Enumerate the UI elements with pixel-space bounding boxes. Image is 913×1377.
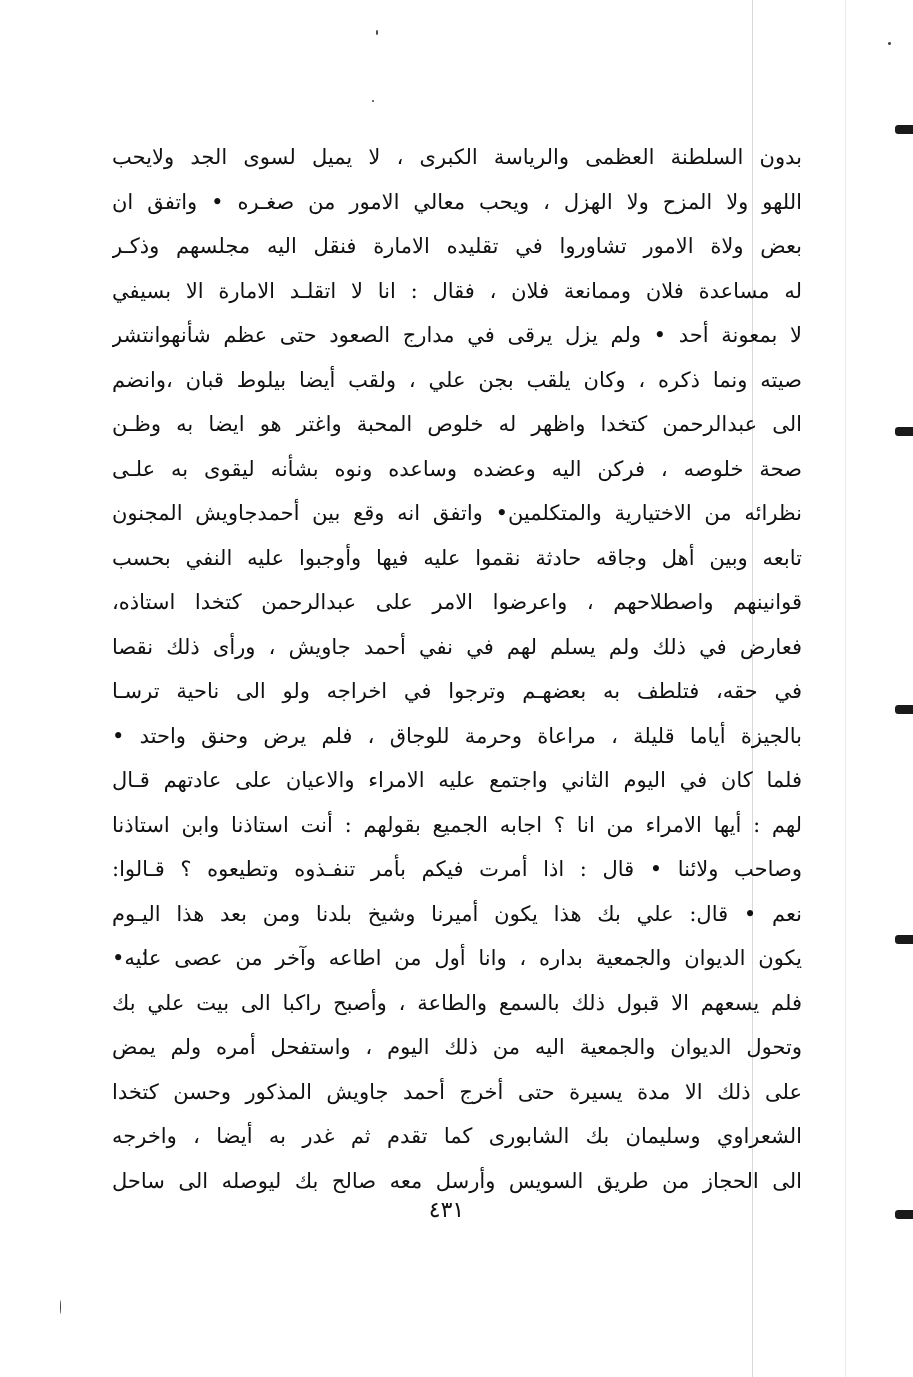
text-line: الشعراوي وسليمان بك الشابورى كما تقدم ثم غدر به أيضا ، واخرجه (112, 1124, 802, 1148)
binding-mark (895, 935, 913, 944)
text-line: فعارض في ذلك ولم يسلم لهم في نفي أحمد جاويش ، ورأى ذلك نقصا (112, 634, 802, 659)
text-line: في حقه، فتلطف به بعضهـم وترجوا في اخراجه ولو الى ناحية ترسـا (112, 679, 802, 703)
scan-speck (888, 42, 891, 45)
binding-mark (895, 705, 913, 714)
page-number: ٤٣١ (428, 1198, 465, 1223)
binding-mark (895, 125, 913, 134)
text-line: له مساعدة فلان وممانعة فلان ، فقال : انا لا اتقلـد الامارة الا بسيفي (112, 278, 802, 303)
scan-speck (372, 100, 374, 102)
text-line: بالجيزة أياما قليلة ، مراعاة وحرمة للوجاق ، فلم يرض وحنق واحتد • (112, 723, 802, 748)
text-line: وصاحب ولائنا • قال : اذا أمرت فيكم بأمر تنفـذوه وتطيعوه ؟ قـالوا: (112, 857, 802, 881)
text-line: فلما كان في اليوم الثاني واجتمع عليه الامراء والاعيان على عادتهم قـال (112, 768, 802, 792)
text-line: يكون الديوان والجمعية بداره ، وانا أول من اطاعه وآخر من عصى عليه• (112, 946, 802, 970)
text-line: الى عبدالرحمن كتخدا واظهر له خلوص المحبة واغتر هو ايضا به وظـن (112, 412, 802, 436)
text-line: لهم : أيها الامراء من انا ؟ اجابه الجميع بقولهم : أنت استاذنا وابن استاذنا (112, 812, 802, 837)
text-line: بدون السلطنة العظمى والرياسة الكبرى ، لا يميل لسوى الجد ولايحب (112, 145, 802, 169)
scan-speck (376, 30, 378, 35)
text-line: قوانينهم واصطلاحهم ، واعرضوا الامر على عبدالرحمن كتخدا استاذه، (112, 590, 802, 614)
text-line: بعض ولاة الامور تشاوروا في تقليده الامارة فنقل اليه مجلسهم وذكـر (112, 234, 802, 258)
text-line: صيته ونما ذكره ، وكان يلقب بجن علي ، ولقب أيضا بيلوط قبان ،وانضم (112, 367, 802, 392)
text-line: تابعه وبين أهل وجاقه حادثة نقموا عليه فيها وأوجبوا عليه النفي بحسب (112, 545, 802, 570)
scan-speck (60, 1300, 61, 1314)
text-line: نظرائه من الاختيارية والمتكلمين• واتفق انه وقع بين أحمدجاويش المجنون (112, 501, 802, 525)
text-line: اللهو ولا المزح ولا الهزل ، ويحب معالي الامور من صغـره • واتفق ان (112, 189, 802, 214)
text-line: صحة خلوصه ، فركن اليه وعضده وساعده ونوه بشأنه ليقوى به علـى (112, 456, 802, 481)
binding-mark (895, 427, 913, 436)
text-line: نعم • قال: علي بك هذا يكون أميرنا وشيخ بلدنا ومن بعد هذا اليـوم (112, 901, 802, 926)
text-line: على ذلك الا مدة يسيرة حتى أخرج أحمد جاويش المذكور وحسن كتخدا (112, 1079, 802, 1104)
text-line: لا بمعونة أحد • ولم يزل يرقى في مدارج الصعود حتى عظم شأنهوانتشر (112, 323, 802, 347)
scan-artifact-line (845, 0, 846, 1377)
body-text (112, 135, 802, 1203)
text-line: فلم يسعهم الا قبول ذلك بالسمع والطاعة ، وأصبح راكبا الى بيت علي بك (112, 990, 802, 1015)
text-line: الى الحجاز من طريق السويس وأرسل معه صالح بك ليوصله الى ساحل (112, 1168, 802, 1193)
text-line: وتحول الديوان والجمعية اليه من ذلك اليوم ، واستفحل أمره ولم يمض (112, 1035, 802, 1059)
